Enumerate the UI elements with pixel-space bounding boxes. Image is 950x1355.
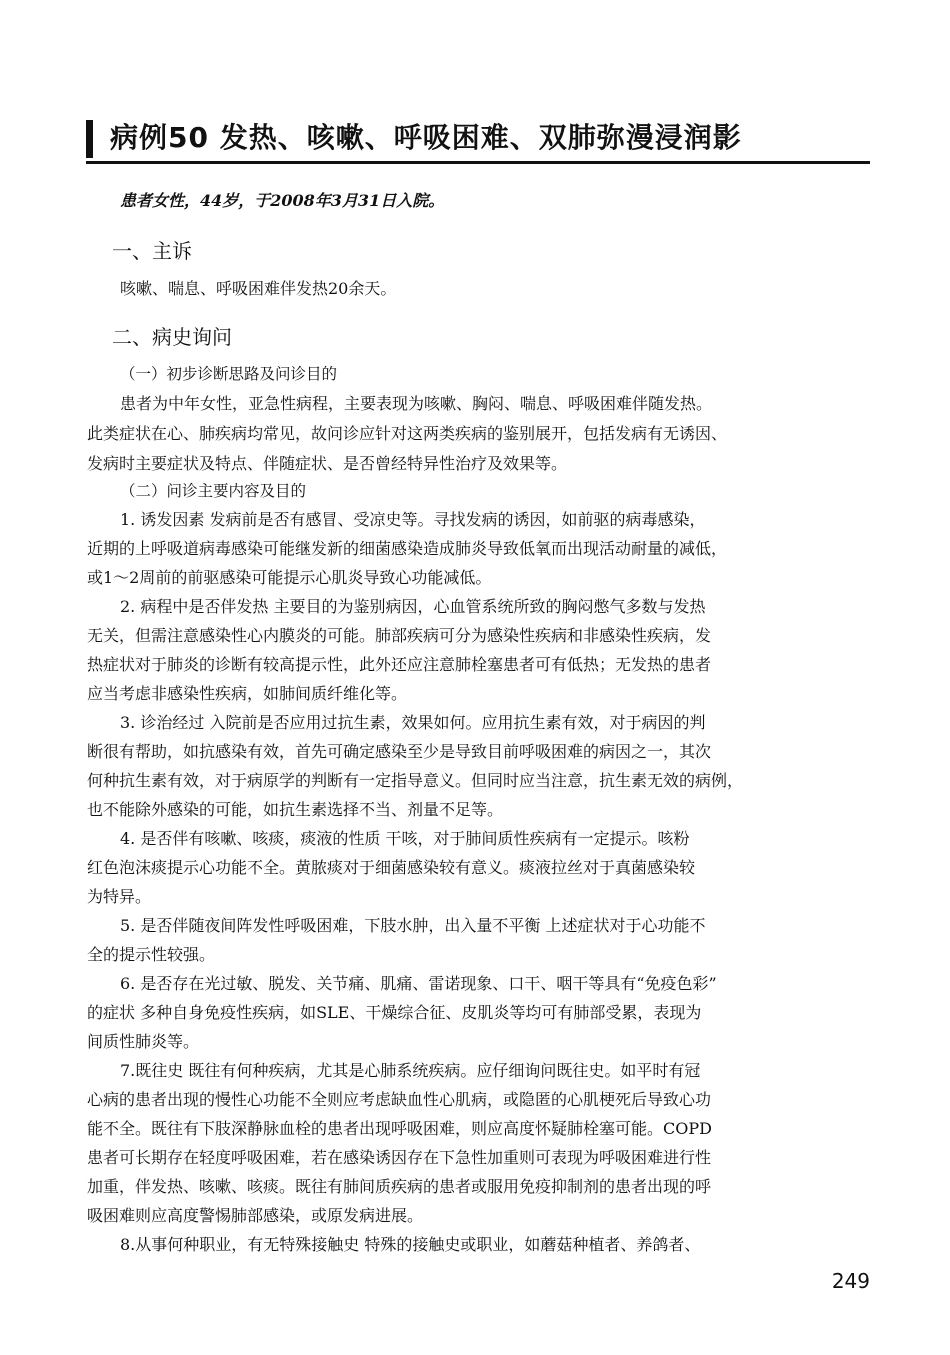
body-line-23: 7.既往史 既往有何种疾病，尤其是心肺系统疾病。应仔细询问既往史。如平时有冠 (120, 1061, 701, 1080)
body-line-27: 加重，伴发热、咳嗽、咳痰。既往有肺间质疾病的患者或服用免疫抑制剂的患者出现的呼 (87, 1177, 712, 1196)
patient-intro: 患者女性，44岁，于2008年3月31日入院。 (120, 191, 445, 210)
subheading-diagnosis-approach: （一）初步诊断思路及问诊目的 (120, 365, 338, 383)
body-line-21: 的症状 多种自身免疫性疾病，如SLE、干燥综合征、皮肌炎等均可有肺部受累，表现为 (87, 1003, 702, 1022)
title-bar-decoration (86, 120, 93, 158)
body-line-24: 心病的患者出现的慢性心功能不全则应考虑缺血性心肌病，或隐匿的心肌梗死后导致心功 (87, 1090, 712, 1109)
body-line-14: 也不能除外感染的可能，如抗生素选择不当、剂量不足等。 (87, 800, 504, 819)
page-number: 249 (831, 1269, 870, 1293)
body-line-25: 能不全。既往有下肢深静脉血栓的患者出现呼吸困难，则应高度怀疑肺栓塞可能。COPD (87, 1119, 712, 1138)
body-line-22: 间质性肺炎等。 (87, 1032, 200, 1051)
body-line-29: 8.从事何种职业，有无特殊接触史 特殊的接触史或职业，如蘑菇种植者、养鸽者、 (120, 1235, 701, 1254)
body-line-11: 3. 诊治经过 入院前是否应用过抗生素，效果如何。应用抗生素有效，对于病因的判 (120, 713, 706, 732)
subheading-inquiry-content: （二）问诊主要内容及目的 (120, 482, 307, 500)
body-line-17: 为特异。 (87, 887, 152, 906)
section-heading-history: 二、病史询问 (112, 325, 232, 349)
body-line-18: 5. 是否伴随夜间阵发性呼吸困难，下肢水肿，出入量不平衡 上述症状对于心功能不 (120, 916, 706, 935)
body-line-19: 全的提示性较强。 (87, 945, 216, 964)
body-line-6: 或1～2周前的前驱感染可能提示心肌炎导致心功能减低。 (87, 568, 492, 587)
section-heading-chief-complaint: 一、主诉 (112, 239, 192, 263)
body-line-2: 此类症状在心、肺疾病均常见，故问诊应针对这两类疾病的鉴别展开，包括发病有无诱因、 (87, 424, 728, 443)
body-line-26: 患者可长期存在轻度呼吸困难，若在感染诱因存在下急性加重则可表现为呼吸困难进行性 (87, 1148, 712, 1167)
body-line-16: 红色泡沫痰提示心功能不全。黄脓痰对于细菌感染较有意义。痰液拉丝对于真菌感染较 (87, 858, 696, 877)
body-line-1: 患者为中年女性，亚急性病程，主要表现为咳嗽、胸闷、喘息、呼吸困难伴随发热。 (120, 394, 713, 413)
body-line-5: 近期的上呼吸道病毒感染可能继发新的细菌感染造成肺炎导致低氧而出现活动耐量的减低， (87, 539, 728, 558)
body-line-9: 热症状对于肺炎的诊断有较高提示性，此外还应注意肺栓塞患者可有低热；无发热的患者 (87, 655, 712, 674)
body-line-3: 发病时主要症状及特点、伴随症状、是否曾经特异性治疗及效果等。 (87, 454, 568, 473)
body-line-28: 吸困难则应高度警惕肺部感染，或原发病进展。 (87, 1206, 424, 1225)
body-line-10: 应当考虑非感染性疾病，如肺间质纤维化等。 (87, 684, 408, 703)
title-underline (86, 161, 870, 164)
body-line-15: 4. 是否伴有咳嗽、咳痰，痰液的性质 干咳，对于肺间质性疾病有一定提示。咳粉 (120, 829, 690, 848)
body-line-7: 2. 病程中是否伴发热 主要目的为鉴别病因，心血管系统所致的胸闷憋气多数与发热 (120, 597, 706, 616)
body-line-4: 1. 诱发因素 发病前是否有感冒、受凉史等。寻找发病的诱因，如前驱的病毒感染， (120, 510, 706, 529)
chief-complaint-text: 咳嗽、喘息、呼吸困难伴发热20余天。 (120, 279, 397, 298)
case-title: 病例50 发热、咳嗽、呼吸困难、双肺弥漫浸润影 (110, 121, 742, 154)
body-line-13: 何种抗生素有效，对于病原学的判断有一定指导意义。但同时应当注意，抗生素无效的病例， (87, 771, 744, 790)
body-line-20: 6. 是否存在光过敏、脱发、关节痛、肌痛、雷诺现象、口干、咽干等具有“免疫色彩” (120, 974, 717, 993)
body-line-8: 无关，但需注意感染性心内膜炎的可能。肺部疾病可分为感染性疾病和非感染性疾病，发 (87, 626, 712, 645)
body-line-12: 断很有帮助，如抗感染有效，首先可确定感染至少是导致目前呼吸困难的病因之一，其次 (87, 742, 712, 761)
